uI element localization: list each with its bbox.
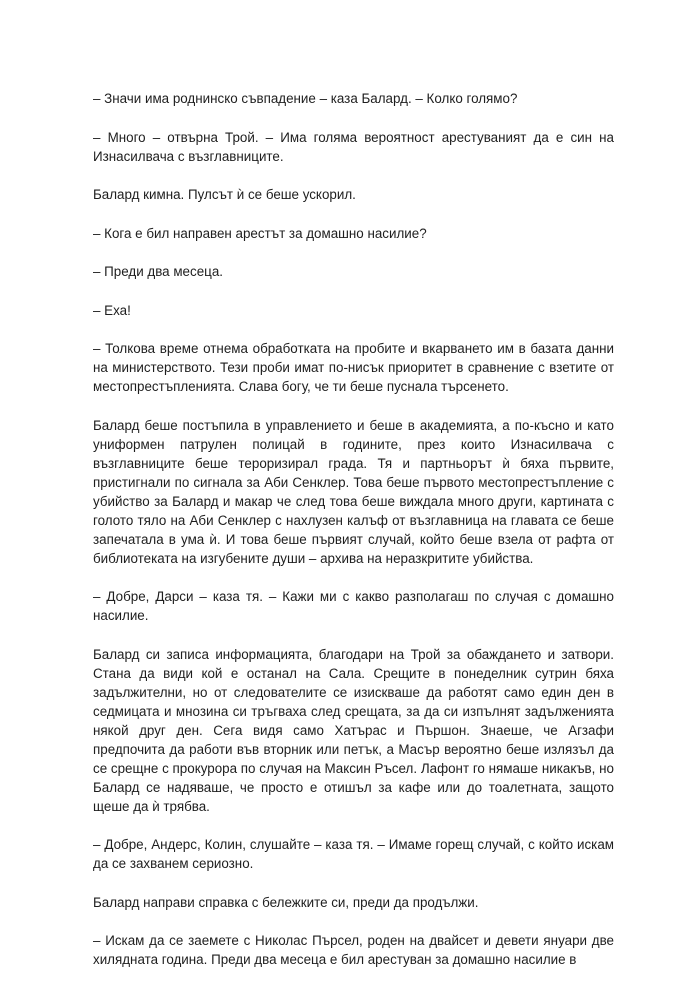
paragraph: – Много – отвърна Трой. – Има голяма вероятност арестуваният да е син на Изнасилвача с възглавниците. — [93, 129, 614, 164]
paragraph: Балард беше постъпила в управлението и беше в академията, а по-късно и като униформен патрулен полицай в годините, през които Изнасилвача с възглавниците беше тероризирал града. Тя и партньорът ѝ бяха първите, пристигнали по сигнала за Аби Сенклер. Това беше първото местопрестъпление с убийство за Балард и макар че след това беше виждала много други, картината с голото тяло на Аби Сенклер с нахлузен калъф от възглавница на главата се беше запечатала в ума ѝ. И това беше първият случай, който беше взела от рафта от библиотеката на изгубените души – архива на неразкритите убийства. — [93, 417, 614, 566]
document-body — [93, 89, 614, 989]
paragraph: – Толкова време отнема обработката на пробите и вкарването им в базата данни на министерството. Тези проби имат по-нисък приоритет в сравнение с взетите от местопрестъпленията. Слава богу, че ти беше пуснала търсенето. — [93, 341, 614, 394]
paragraph: Балард си записа информацията, благодари на Трой за обаждането и затвори. Стана да види кой е останал на Сала. Срещите в понеделник сутрин бяха задължителни, но от следователите се изискваше да работят само един ден в седмицата и мнозина си тръгваха след срещата, за да си изпълнят задълженията някой друг ден. Сега видя само Хатърас и Пършон. Знаеше, че Агзафи предпочита да работи във вторник или петък, а Масър вероятно беше излязъл да се срещне с прокурора по случая на Максин Ръсел. Лафонт го нямаше никакъв, но Балард се надяваше, че просто е отишъл за кафе или до тоалетната, защото щеше да ѝ трябва. — [93, 646, 614, 814]
paragraph: – Значи има роднинско съвпадение – каза Балард. – Колко голямо? — [93, 91, 518, 106]
paragraph: – Добре, Дарси – каза тя. – Кажи ми с какво разполагаш по случая с домашно насилие. — [93, 589, 614, 623]
paragraph: Балард кимна. Пулсът ѝ се беше ускорил. — [93, 187, 356, 202]
paragraph: – Преди два месеца. — [93, 264, 223, 279]
paragraph: – Искам да се заемете с Николас Пърсел, роден на двайсет и девети януари две хилядната година. Преди два месеца е бил арестуван за домашно насилие в — [93, 933, 614, 967]
paragraph: – Еха! — [93, 302, 131, 318]
paragraph: – Добре, Андерс, Колин, слушайте – каза тя. – Имаме горещ случай, с който искам да се захванем сериозно. — [93, 837, 614, 871]
paragraph: Балард направи справка с бележките си, преди да продължи. — [93, 894, 479, 910]
paragraph: – Кога е бил направен арестът за домашно насилие? — [93, 225, 427, 241]
